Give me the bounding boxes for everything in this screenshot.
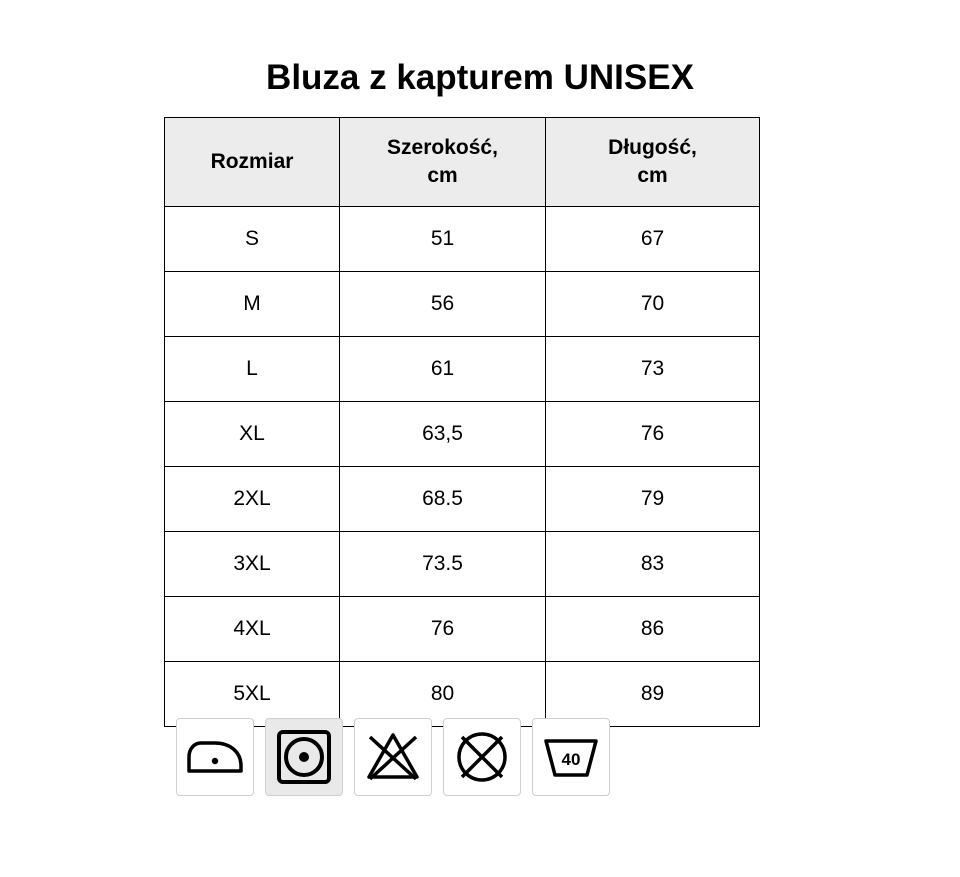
column-header-width [340,118,546,207]
cell-size: S [165,207,340,272]
cell-size: 4XL [165,597,340,662]
iron-low-heat-icon [176,718,254,796]
do-not-dry-clean-icon [443,718,521,796]
column-header-size-line1: Rozmiar [210,149,294,173]
size-table [164,117,760,727]
cell-length: 76 [546,402,760,467]
table-head [165,118,760,207]
tumble-dry-glyph [275,728,333,786]
cell-size: XL [165,402,340,467]
cell-length: 83 [546,532,760,597]
cell-width: 73.5 [340,532,546,597]
table-row [165,207,760,272]
cell-size: 2XL [165,467,340,532]
do-not-dry-clean-glyph [454,729,510,785]
table-row [165,337,760,402]
cell-width: 63,5 [340,402,546,467]
table-row [165,662,760,727]
care-symbols-row [176,718,610,796]
cell-width: 80 [340,662,546,727]
tumble-dry-normal-icon [265,718,343,796]
cell-width: 76 [340,597,546,662]
column-header-width-line1: Szerokość, [387,135,498,159]
table-header-row [165,118,760,207]
column-header-length-line2: cm [637,164,668,187]
column-header-length [546,118,760,207]
column-header-size [165,118,340,207]
table-body [165,207,760,727]
cell-size: M [165,272,340,337]
column-header-width-line2: cm [427,164,458,187]
column-header-length-line1: Długość, [608,135,697,159]
cell-width: 68.5 [340,467,546,532]
cell-size: 5XL [165,662,340,727]
table-row [165,402,760,467]
wash-40-glyph [541,734,601,780]
table-row [165,272,760,337]
cell-width: 51 [340,207,546,272]
cell-length: 86 [546,597,760,662]
cell-length: 73 [546,337,760,402]
table-row [165,532,760,597]
cell-size: L [165,337,340,402]
iron-low-heat-glyph [185,735,245,779]
do-not-bleach-icon [354,718,432,796]
page-title: Bluza z kapturem UNISEX [266,58,694,97]
cell-length: 67 [546,207,760,272]
cell-width: 56 [340,272,546,337]
cell-length: 70 [546,272,760,337]
wash-temperature-label: 40 [561,750,581,769]
cell-size: 3XL [165,532,340,597]
wash-40-icon [532,718,610,796]
cell-length: 89 [546,662,760,727]
table-row [165,467,760,532]
cell-length: 79 [546,467,760,532]
cell-width: 61 [340,337,546,402]
do-not-bleach-glyph [364,731,422,783]
table-row [165,597,760,662]
